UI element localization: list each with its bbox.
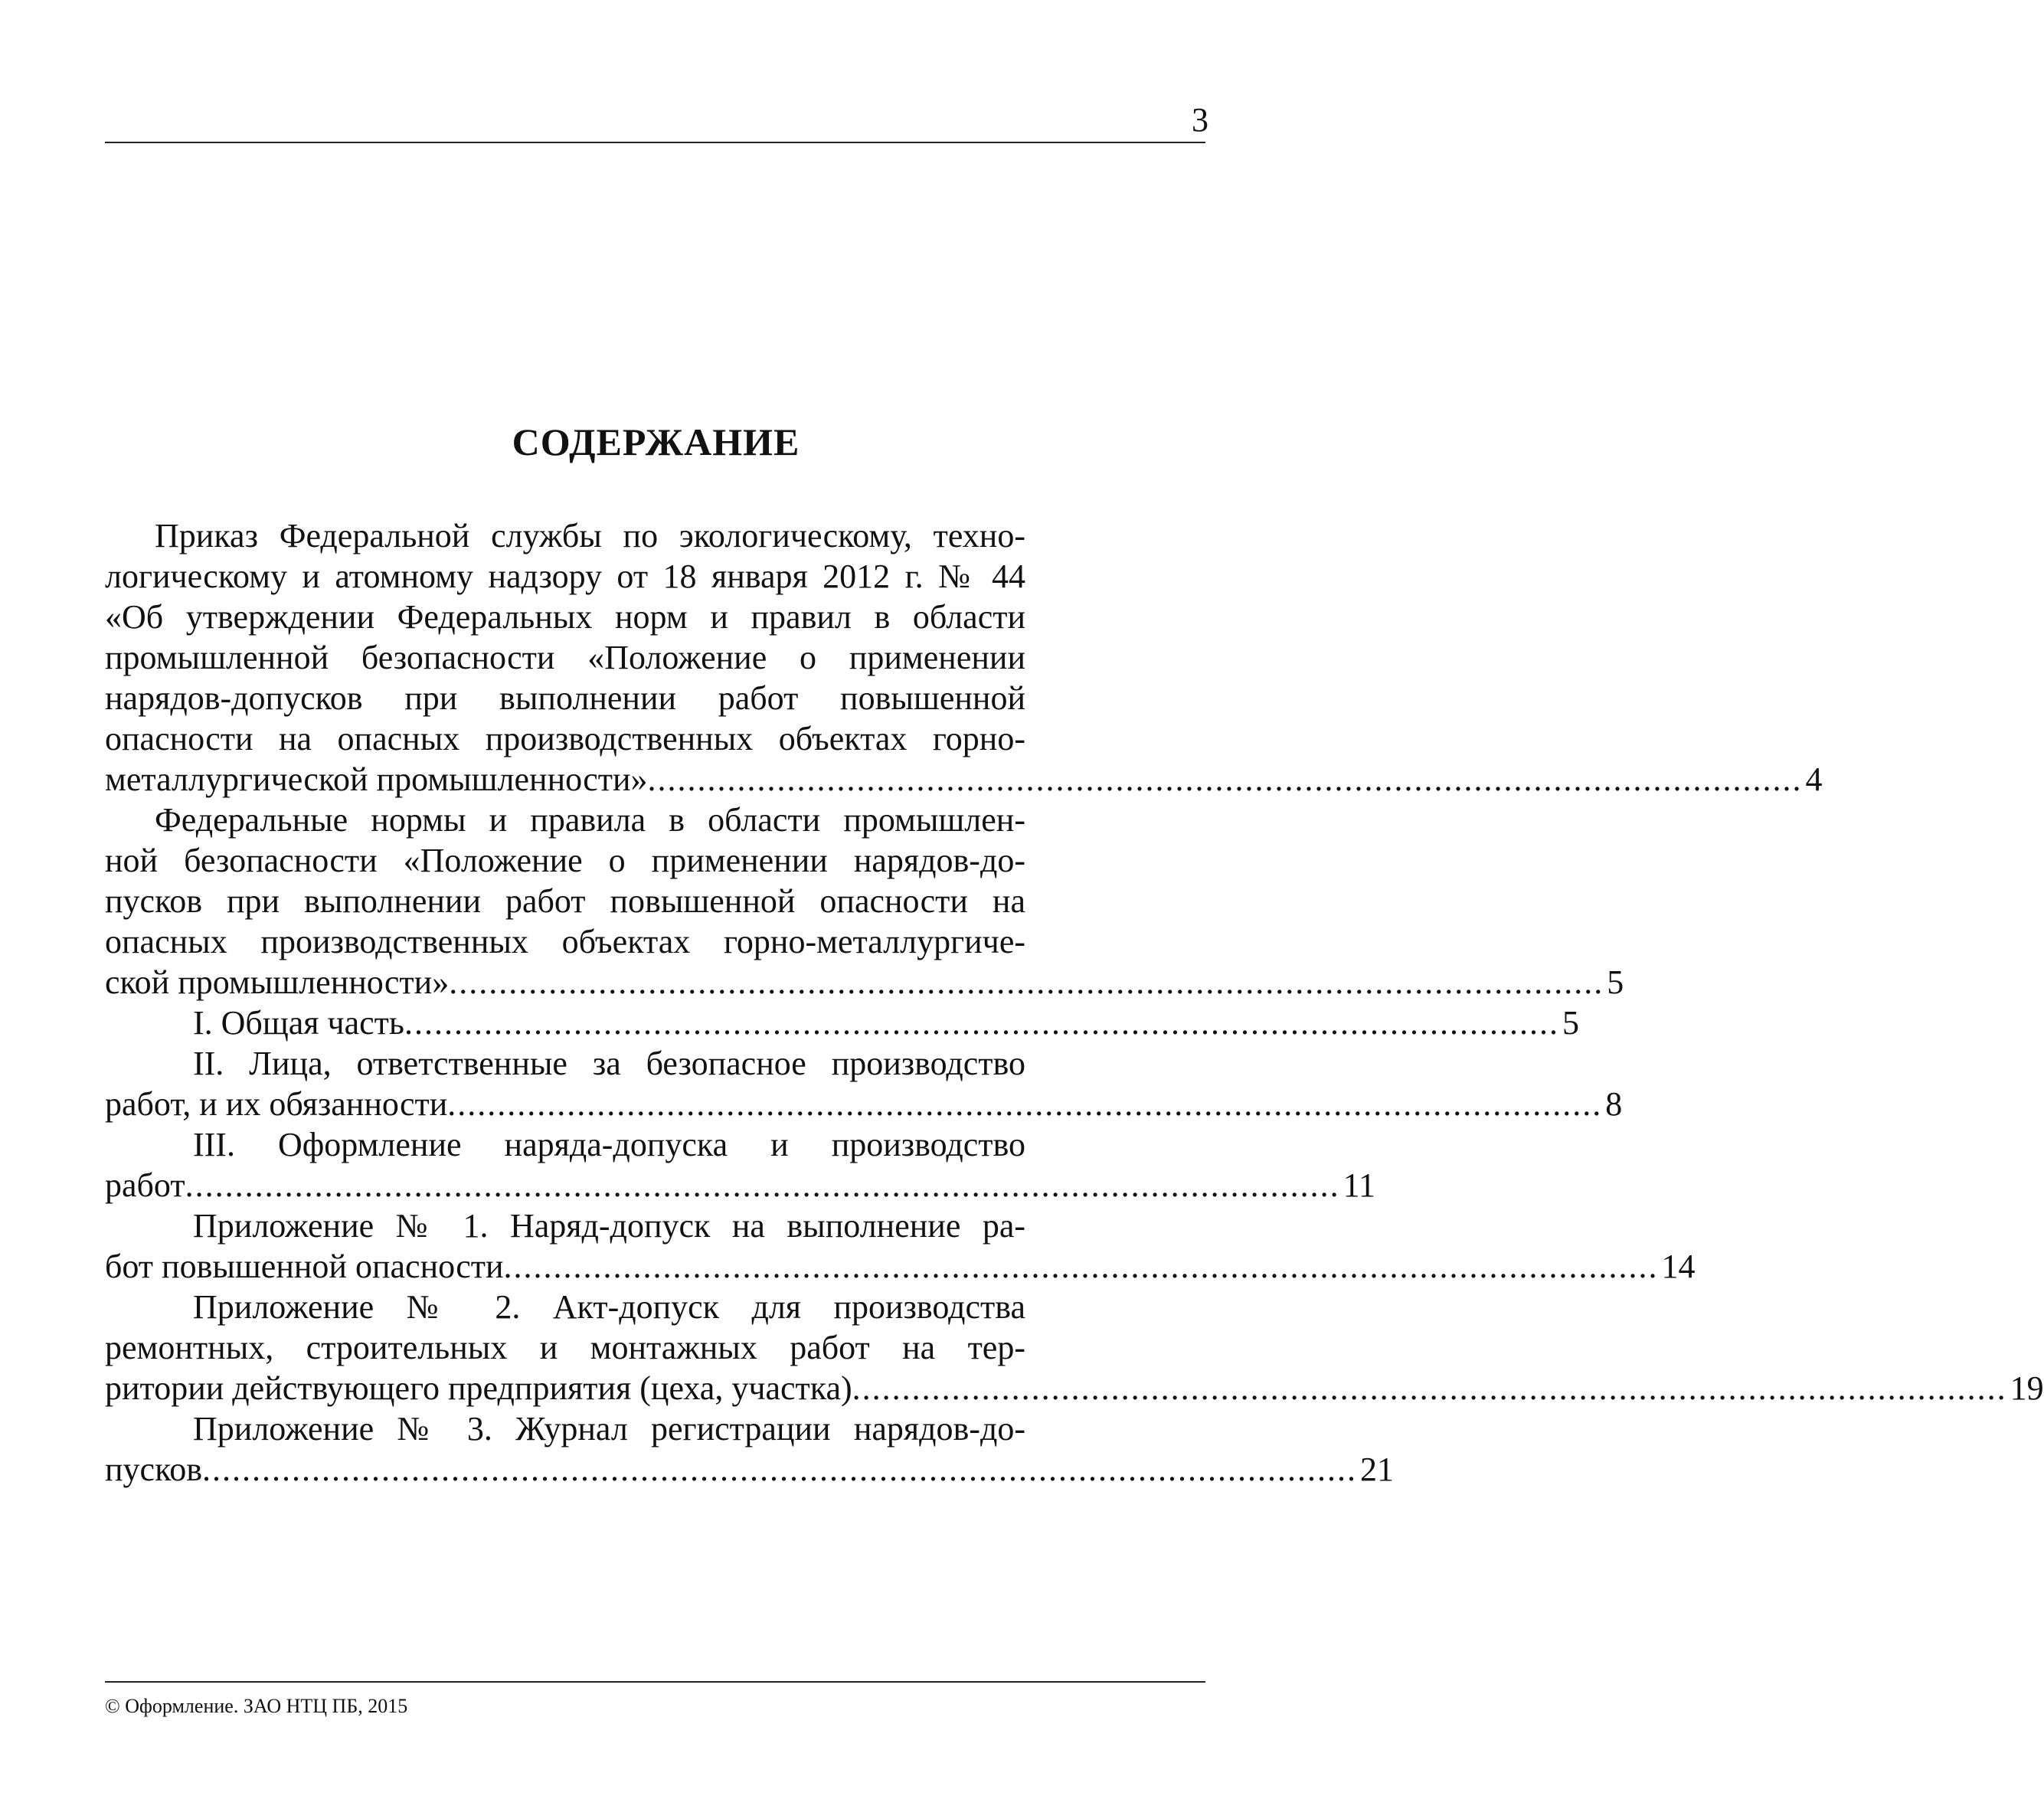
toc-last-line [105, 1003, 1579, 1043]
toc-line: нарядов-допусков при выполнении работ повышенной [105, 679, 1025, 717]
toc-leader-dots: .................................................................................................................... [404, 1004, 1559, 1042]
toc-last-line [105, 1165, 1375, 1205]
toc-line: III. Оформление наряда-допуска и производство [193, 1126, 1025, 1163]
toc-page-number: 8 [1605, 1085, 1623, 1123]
toc-line: металлургической промышленности» [105, 761, 648, 798]
toc-last-line [105, 1246, 1696, 1287]
toc-line: II. Лица, ответственные за безопасное производство [193, 1045, 1025, 1082]
toc-line: Приказ Федеральной службы по экологическому, техно- [155, 517, 1025, 554]
toc-line: работ [105, 1166, 185, 1204]
toc-line: Приложение № 1. Наряд-допуск на выполнение ра- [193, 1207, 1025, 1245]
toc-entry-section-3[interactable] [105, 1124, 1375, 1205]
copyright-notice: © Оформление. ЗАО НТЦ ПБ, 2015 [105, 1695, 408, 1717]
toc-line: Федеральные нормы и правила в области промышлен- [155, 801, 1025, 839]
toc-entry-appendix-3[interactable] [105, 1408, 1394, 1490]
toc-page-number: 14 [1661, 1248, 1696, 1285]
toc-line: ритории действующего предприятия (цеха, участка) [105, 1369, 852, 1407]
toc-last-line [105, 962, 1624, 1003]
toc-line: опасности на опасных производственных объектах горно- [105, 720, 1025, 757]
toc-entry-section-2[interactable] [105, 1043, 1623, 1124]
toc-line: «Об утверждении Федеральных норм и правил в области [105, 598, 1025, 636]
toc-entry-appendix-1[interactable] [105, 1205, 1696, 1287]
toc-leader-dots: .................................................................................................................... [202, 1451, 1357, 1488]
toc-line: Приложение № 3. Журнал регистрации нарядов-до- [193, 1410, 1025, 1448]
toc-last-line [105, 1368, 2044, 1408]
toc-page-number: 21 [1360, 1451, 1394, 1488]
toc-last-line [105, 759, 1823, 800]
toc-line: бот повышенной опасности [105, 1248, 504, 1285]
toc-page-number: 4 [1805, 761, 1823, 798]
toc-leader-dots: .................................................................................................................... [503, 1248, 1659, 1285]
toc-entry-appendix-2[interactable] [105, 1287, 2044, 1408]
toc-line: логическому и атомному надзору от 18 января 2012 г. № 44 [105, 558, 1025, 595]
toc-line: ремонтных, строительных и монтажных работ на тер- [105, 1329, 1025, 1366]
toc-last-line [105, 1084, 1623, 1124]
toc-last-line [105, 1449, 1394, 1490]
toc-leader-dots: .................................................................................................................... [852, 1369, 2007, 1407]
toc-entry-order[interactable] [105, 515, 1823, 800]
toc-line: ской промышленности» [105, 963, 450, 1001]
toc-page-number: 5 [1607, 963, 1624, 1001]
table-of-contents [105, 515, 2044, 1490]
toc-page-number: 5 [1562, 1004, 1579, 1042]
footer-rule [105, 1681, 1205, 1683]
toc-line: пусков [105, 1451, 202, 1488]
toc-line: пусков при выполнении работ повышенной опасности на [105, 882, 1025, 920]
toc-line: Приложение № 2. Акт-допуск для производства [193, 1288, 1025, 1326]
page-number: 3 [1192, 101, 1208, 139]
toc-line: промышленной безопасности «Положение о применении [105, 639, 1025, 676]
toc-entry-federal-norms[interactable] [105, 800, 1624, 1003]
toc-entry-section-1[interactable] [105, 1003, 1579, 1043]
toc-leader-dots: .................................................................................................................... [647, 761, 1803, 798]
toc-line: опасных производственных объектах горно-металлургиче- [105, 923, 1025, 960]
page-title: СОДЕРЖАНИЕ [512, 420, 800, 463]
toc-line: ной безопасности «Положение о применении нарядов-до- [105, 842, 1025, 879]
toc-leader-dots: .................................................................................................................... [447, 1085, 1603, 1123]
toc-line: работ, и их обязанности [105, 1085, 448, 1123]
toc-page-number: 11 [1342, 1166, 1375, 1204]
toc-line: I. Общая часть [193, 1004, 404, 1042]
header-rule [105, 142, 1205, 143]
toc-leader-dots: .................................................................................................................... [449, 963, 1604, 1001]
toc-leader-dots: .................................................................................................................... [185, 1166, 1340, 1204]
toc-page-number: 19 [2010, 1369, 2044, 1407]
